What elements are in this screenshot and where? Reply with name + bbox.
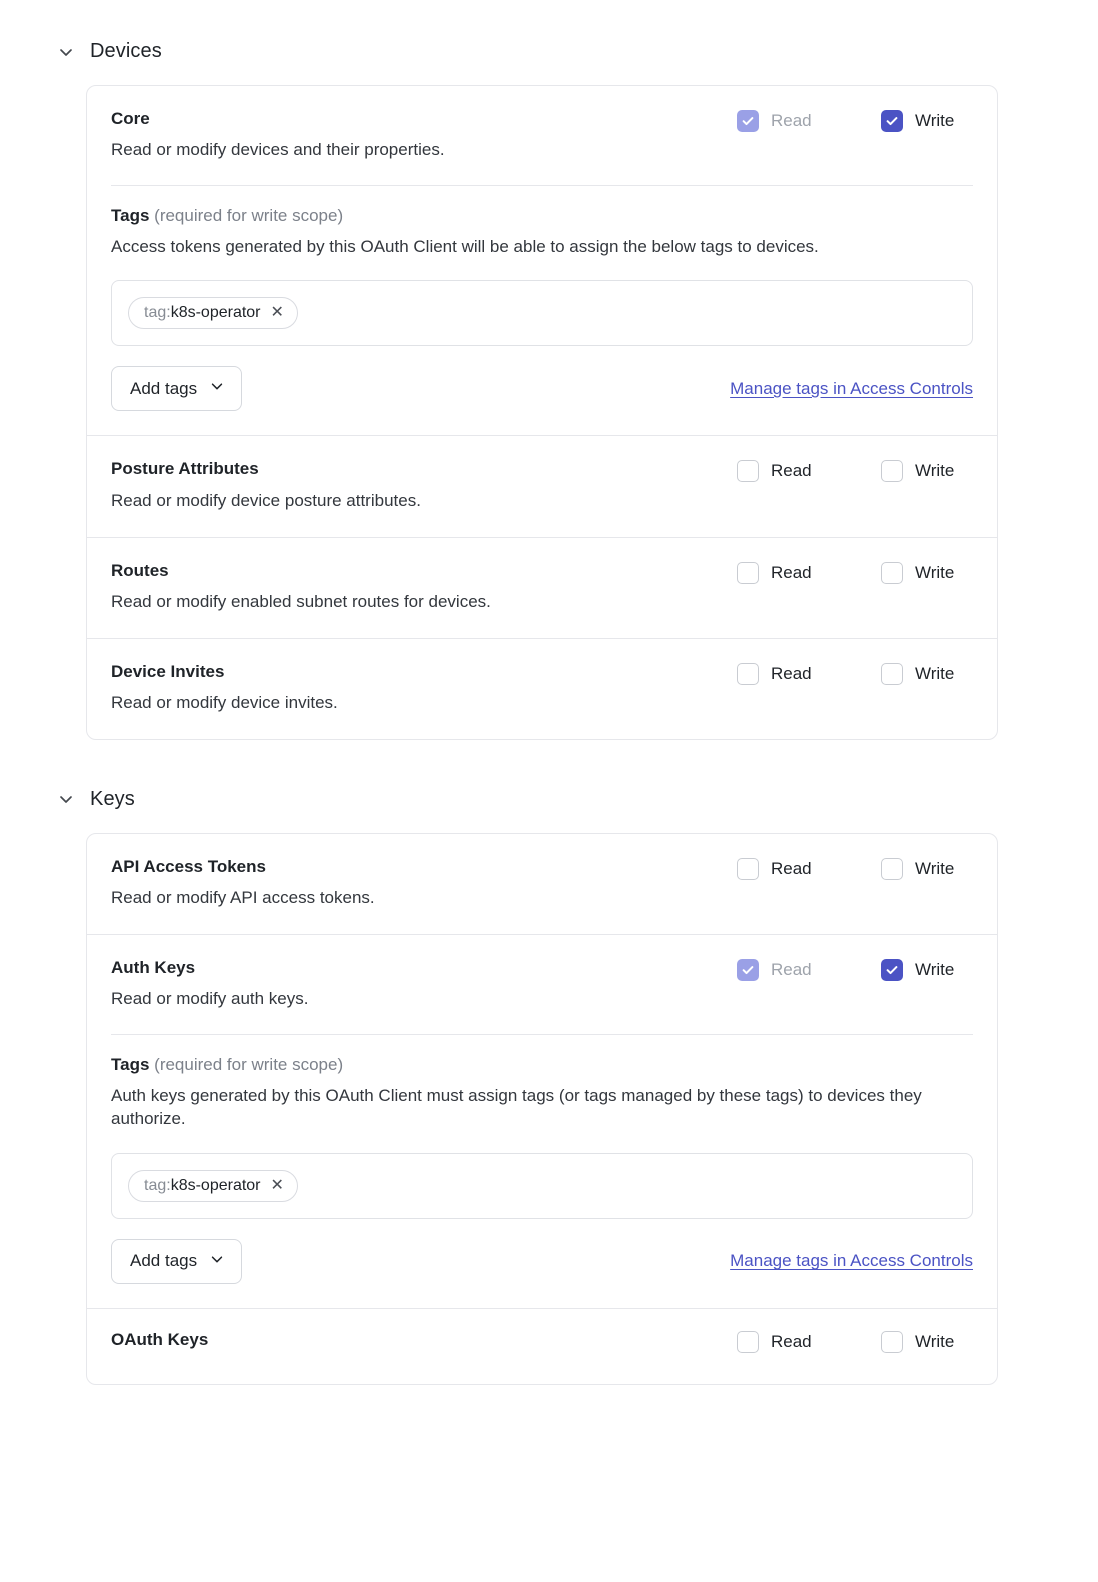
scopes-card-devices xyxy=(86,85,998,740)
scope-checkboxes xyxy=(737,458,973,482)
checkbox-box[interactable] xyxy=(881,959,903,981)
scope-checkboxes xyxy=(737,661,973,685)
scope-row-device-invites xyxy=(87,639,997,739)
manage-tags-link[interactable]: Manage tags in Access Controls xyxy=(730,378,973,398)
scope-name: Auth Keys xyxy=(111,957,196,977)
scope-description: Read or modify auth keys. xyxy=(111,988,309,1008)
checkbox-auth-keys-write[interactable] xyxy=(881,959,973,981)
chevron-down-icon xyxy=(209,1251,225,1272)
checkbox-box[interactable] xyxy=(881,663,903,685)
checkbox-box[interactable] xyxy=(737,1331,759,1353)
add-tags-button[interactable] xyxy=(111,366,242,411)
scope-name: Posture Attributes xyxy=(111,459,259,479)
add-tags-button[interactable] xyxy=(111,1239,242,1284)
scope-checkboxes xyxy=(737,108,973,132)
checkbox-api-access-tokens-read[interactable] xyxy=(737,858,829,880)
scope-name: OAuth Keys xyxy=(111,1329,209,1349)
divider xyxy=(111,1034,973,1035)
scope-name: Core xyxy=(111,109,150,128)
scope-row-posture-attributes xyxy=(87,436,997,537)
checkbox-box[interactable] xyxy=(881,1331,903,1353)
checkbox-box[interactable] xyxy=(737,562,759,584)
chevron-down-icon xyxy=(56,789,76,809)
checkbox-posture-attributes-write[interactable] xyxy=(881,460,973,482)
scope-checkboxes xyxy=(737,560,973,584)
checkbox-label: Write xyxy=(915,562,955,582)
scope-checkboxes xyxy=(737,1329,973,1353)
checkbox-label: Write xyxy=(915,663,955,683)
checkbox-oauth-keys-write[interactable] xyxy=(881,1331,973,1353)
checkbox-box[interactable] xyxy=(881,460,903,482)
tag-chip-value: k8s-operator xyxy=(170,304,261,322)
tag-chip[interactable] xyxy=(128,297,298,329)
checkbox-routes-write[interactable] xyxy=(881,562,973,584)
scope-checkboxes xyxy=(737,957,973,981)
checkbox-core-read[interactable] xyxy=(737,110,829,132)
checkbox-posture-attributes-read[interactable] xyxy=(737,460,829,482)
scope-row-auth-keys xyxy=(87,935,997,1309)
tags-actions xyxy=(111,366,973,411)
scope-description: Read or modify device invites. xyxy=(111,692,338,712)
chevron-down-icon xyxy=(56,42,76,62)
checkbox-api-access-tokens-write[interactable] xyxy=(881,858,973,880)
tags-input[interactable] xyxy=(111,1153,973,1219)
tag-chip-value: k8s-operator xyxy=(170,1176,261,1194)
checkbox-oauth-keys-read[interactable] xyxy=(737,1331,829,1353)
tags-heading xyxy=(111,206,973,226)
checkbox-label: Write xyxy=(915,959,955,979)
tags-heading-label: Tags xyxy=(111,206,150,226)
tags-heading xyxy=(111,1055,973,1075)
scope-description: Read or modify device posture attributes. xyxy=(111,490,421,510)
scope-checkboxes xyxy=(737,856,973,880)
checkbox-label: Read xyxy=(771,461,812,481)
close-icon[interactable]: ✕ xyxy=(270,1176,284,1194)
scope-name: Routes xyxy=(111,560,169,580)
checkbox-label: Read xyxy=(771,1331,812,1351)
add-tags-label: Add tags xyxy=(130,378,198,398)
checkbox-box[interactable] xyxy=(881,562,903,584)
checkbox-label: Write xyxy=(915,111,955,130)
divider xyxy=(111,185,973,186)
checkbox-label: Read xyxy=(771,858,812,878)
scope-description: Read or modify API access tokens. xyxy=(111,887,375,907)
tag-chip-prefix: tag: xyxy=(144,304,171,322)
scope-name: Device Invites xyxy=(111,661,225,681)
checkbox-box[interactable] xyxy=(881,858,903,880)
tags-input[interactable] xyxy=(111,280,973,346)
scope-row-api-access-tokens xyxy=(87,834,997,935)
checkbox-label: Write xyxy=(915,461,955,481)
scope-row-core xyxy=(87,86,997,436)
scope-row-oauth-keys xyxy=(87,1309,997,1384)
tags-actions xyxy=(111,1239,973,1284)
chevron-down-icon xyxy=(209,378,225,399)
checkbox-box[interactable] xyxy=(737,460,759,482)
close-icon[interactable]: ✕ xyxy=(270,304,284,322)
tag-chip-prefix: tag: xyxy=(144,1176,171,1194)
scope-description: Read or modify devices and their properties. xyxy=(111,140,445,160)
checkbox-routes-read[interactable] xyxy=(737,562,829,584)
checkbox-core-write[interactable] xyxy=(881,110,973,132)
section-title: Devices xyxy=(90,40,162,62)
checkbox-label: Read xyxy=(771,111,812,130)
tag-chip[interactable] xyxy=(128,1170,298,1202)
section-header-devices[interactable] xyxy=(56,40,998,63)
checkbox-box[interactable] xyxy=(881,110,903,132)
checkbox-box[interactable] xyxy=(737,959,759,981)
checkbox-device-invites-write[interactable] xyxy=(881,663,973,685)
checkbox-auth-keys-read[interactable] xyxy=(737,959,829,981)
checkbox-box[interactable] xyxy=(737,858,759,880)
tags-required-note: (required for write scope) xyxy=(154,1054,344,1074)
checkbox-device-invites-read[interactable] xyxy=(737,663,829,685)
manage-tags-link[interactable]: Manage tags in Access Controls xyxy=(730,1251,973,1271)
tags-heading-label: Tags xyxy=(111,1054,150,1074)
scope-row-routes xyxy=(87,538,997,639)
section-header-keys[interactable] xyxy=(56,788,998,811)
checkbox-label: Read xyxy=(771,959,812,979)
checkbox-box[interactable] xyxy=(737,663,759,685)
checkbox-label: Write xyxy=(915,1331,955,1351)
checkbox-box[interactable] xyxy=(737,110,759,132)
checkbox-label: Write xyxy=(915,858,955,878)
tags-description: Access tokens generated by this OAuth Client will be able to assign the below tags to devices. xyxy=(111,237,819,257)
checkbox-label: Read xyxy=(771,663,812,683)
scope-description: Read or modify enabled subnet routes for devices. xyxy=(111,591,491,611)
section-title: Keys xyxy=(90,787,135,810)
scope-name: API Access Tokens xyxy=(111,856,266,876)
add-tags-label: Add tags xyxy=(130,1251,198,1271)
tags-description: Auth keys generated by this OAuth Client must assign tags (or tags managed by these tags) to devices they authorize. xyxy=(111,1085,922,1129)
tags-required-note: (required for write scope) xyxy=(154,206,344,226)
checkbox-label: Read xyxy=(771,562,812,582)
scopes-card-keys xyxy=(86,833,998,1385)
